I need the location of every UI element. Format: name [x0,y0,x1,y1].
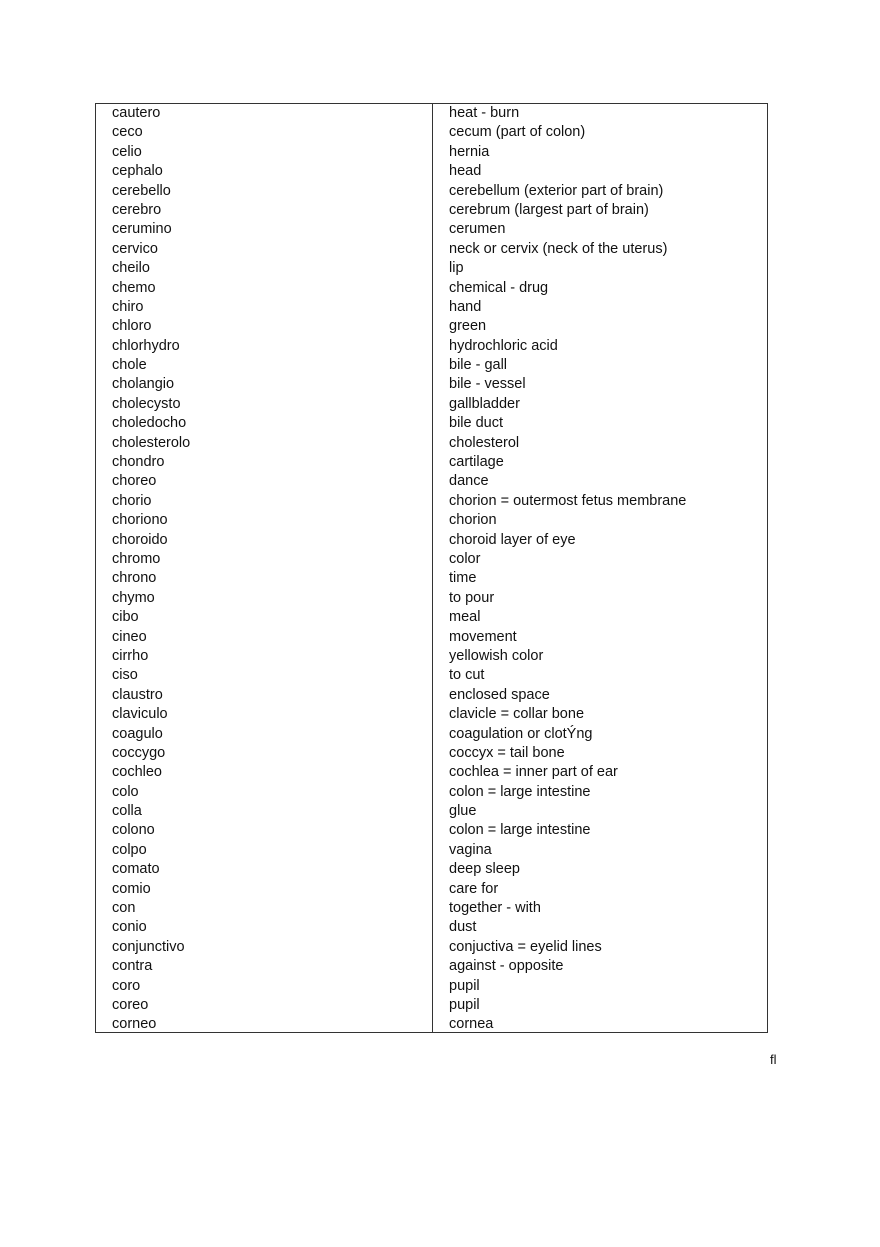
table-row [96,860,767,879]
table-row [96,763,767,782]
meaning-cell: hand [449,298,482,315]
meaning-cell: movement [449,628,517,645]
table-row [96,143,767,162]
meaning-cell: deep sleep [449,861,520,878]
term-cell: colpo [112,841,147,858]
table-row [96,123,767,142]
meaning-cell: chemical - drug [449,279,549,296]
term-cell: cirrho [112,647,149,664]
table-row [96,414,767,433]
term-cell: chymo [112,589,155,606]
term-cell: cerebro [112,201,162,218]
table-row [96,259,767,278]
meaning-cell: colon = large intestine [449,822,591,839]
table-row [96,453,767,472]
meaning-cell: coagulation or clotÝng [449,725,593,742]
table-row [96,182,767,201]
meaning-cell: dust [449,919,477,936]
meaning-cell: bile - gall [449,357,508,374]
table-row [96,104,767,123]
term-cell: cholesterolo [112,434,191,451]
meaning-cell: choroid layer of eye [449,531,576,548]
table-row [96,317,767,336]
table-row [96,472,767,491]
term-cell: cerumino [112,221,172,238]
table-row [96,531,767,550]
term-cell: claviculo [112,706,168,723]
table-row [96,666,767,685]
table-row [96,938,767,957]
table-row [96,569,767,588]
term-cell: cephalo [112,163,163,180]
term-cell: chromo [112,550,161,567]
meaning-cell: together - with [449,900,541,917]
meaning-cell: bile - vessel [449,376,526,393]
term-cell: colla [112,803,142,820]
meaning-cell: head [449,163,482,180]
glossary-rows [96,104,767,1035]
meaning-cell: cerebrum (largest part of brain) [449,201,649,218]
table-row [96,589,767,608]
meaning-cell: cartilage [449,454,504,471]
term-cell: cheilo [112,260,150,277]
term-cell: cochleo [112,764,162,781]
meaning-cell: pupil [449,977,480,994]
term-cell: chiro [112,298,144,315]
page-marker: fl [770,1052,777,1067]
term-cell: ceco [112,124,143,141]
meaning-cell: cerumen [449,221,506,238]
meaning-cell: gallbladder [449,395,520,412]
meaning-cell: color [449,550,481,567]
table-row [96,356,767,375]
term-cell: coagulo [112,725,163,742]
meaning-cell: chorion = outermost fetus membrane [449,492,687,509]
table-row [96,880,767,899]
meaning-cell: lip [449,260,464,277]
meaning-cell: hydrochloric acid [449,337,558,354]
table-row [96,337,767,356]
term-cell: chondro [112,454,165,471]
table-row [96,375,767,394]
term-cell: choriono [112,512,168,529]
term-cell: cerebello [112,182,171,199]
table-row [96,298,767,317]
meaning-cell: against - opposite [449,958,564,975]
term-cell: conjunctivo [112,938,185,955]
table-row [96,647,767,666]
table-row [96,705,767,724]
term-cell: comato [112,861,160,878]
meaning-cell: cecum (part of colon) [449,124,586,141]
table-row [96,841,767,860]
term-cell: colono [112,822,155,839]
term-cell: contra [112,958,153,975]
meaning-cell: time [449,570,477,587]
meaning-cell: green [449,318,487,335]
term-cell: choledocho [112,415,187,432]
table-row [96,511,767,530]
table-row [96,220,767,239]
term-cell: cineo [112,628,147,645]
meaning-cell: colon = large intestine [449,783,591,800]
table-row [96,395,767,414]
term-cell: chole [112,357,147,374]
term-cell: celio [112,143,142,160]
term-cell: con [112,900,136,917]
term-cell: chemo [112,279,156,296]
table-row [96,240,767,259]
term-cell: cervico [112,240,158,257]
table-row [96,802,767,821]
term-cell: chorio [112,492,152,509]
table-row [96,1015,767,1034]
meaning-cell: glue [449,803,477,820]
meaning-cell: yellowish color [449,647,544,664]
term-cell: colo [112,783,139,800]
meaning-cell: vagina [449,841,492,858]
table-row [96,783,767,802]
meaning-cell: pupil [449,996,480,1013]
table-row [96,550,767,569]
term-cell: chrono [112,570,157,587]
meaning-cell: to cut [449,667,485,684]
table-row [96,492,767,511]
table-row [96,628,767,647]
term-cell: claustro [112,686,163,703]
term-cell: conio [112,919,147,936]
table-row [96,957,767,976]
table-row [96,725,767,744]
term-cell: cholecysto [112,395,181,412]
table-row [96,279,767,298]
term-cell: coro [112,977,141,994]
table-row [96,201,767,220]
term-cell: comio [112,880,151,897]
term-cell: cibo [112,609,139,626]
table-row [96,686,767,705]
table-row [96,899,767,918]
meaning-cell: enclosed space [449,686,550,703]
glossary-table [95,103,768,1033]
table-row [96,918,767,937]
meaning-cell: bile duct [449,415,504,432]
term-cell: chloro [112,318,152,335]
meaning-cell: cochlea = inner part of ear [449,764,618,781]
table-row [96,608,767,627]
meaning-cell: cornea [449,1016,494,1033]
table-row [96,977,767,996]
term-cell: ciso [112,667,138,684]
meaning-cell: heat - burn [449,105,520,121]
meaning-cell: clavicle = collar bone [449,706,585,723]
meaning-cell: coccyx = tail bone [449,744,565,761]
meaning-cell: care for [449,880,499,897]
term-cell: cautero [112,105,161,121]
term-cell: chlorhydro [112,337,180,354]
table-row [96,821,767,840]
term-cell: cholangio [112,376,175,393]
table-row [96,162,767,181]
meaning-cell: cerebellum (exterior part of brain) [449,182,664,199]
meaning-cell: meal [449,609,481,626]
meaning-cell: hernia [449,143,490,160]
meaning-cell: cholesterol [449,434,520,451]
table-row [96,744,767,763]
meaning-cell: dance [449,473,489,490]
term-cell: coreo [112,996,149,1013]
term-cell: choroido [112,531,168,548]
meaning-cell: to pour [449,589,495,606]
meaning-cell: conjuctiva = eyelid lines [449,938,602,955]
table-row [96,996,767,1015]
term-cell: coccygo [112,744,166,761]
meaning-cell: neck or cervix (neck of the uterus) [449,240,668,257]
term-cell: corneo [112,1016,157,1033]
meaning-cell: chorion [449,512,497,529]
term-cell: choreo [112,473,157,490]
table-row [96,434,767,453]
